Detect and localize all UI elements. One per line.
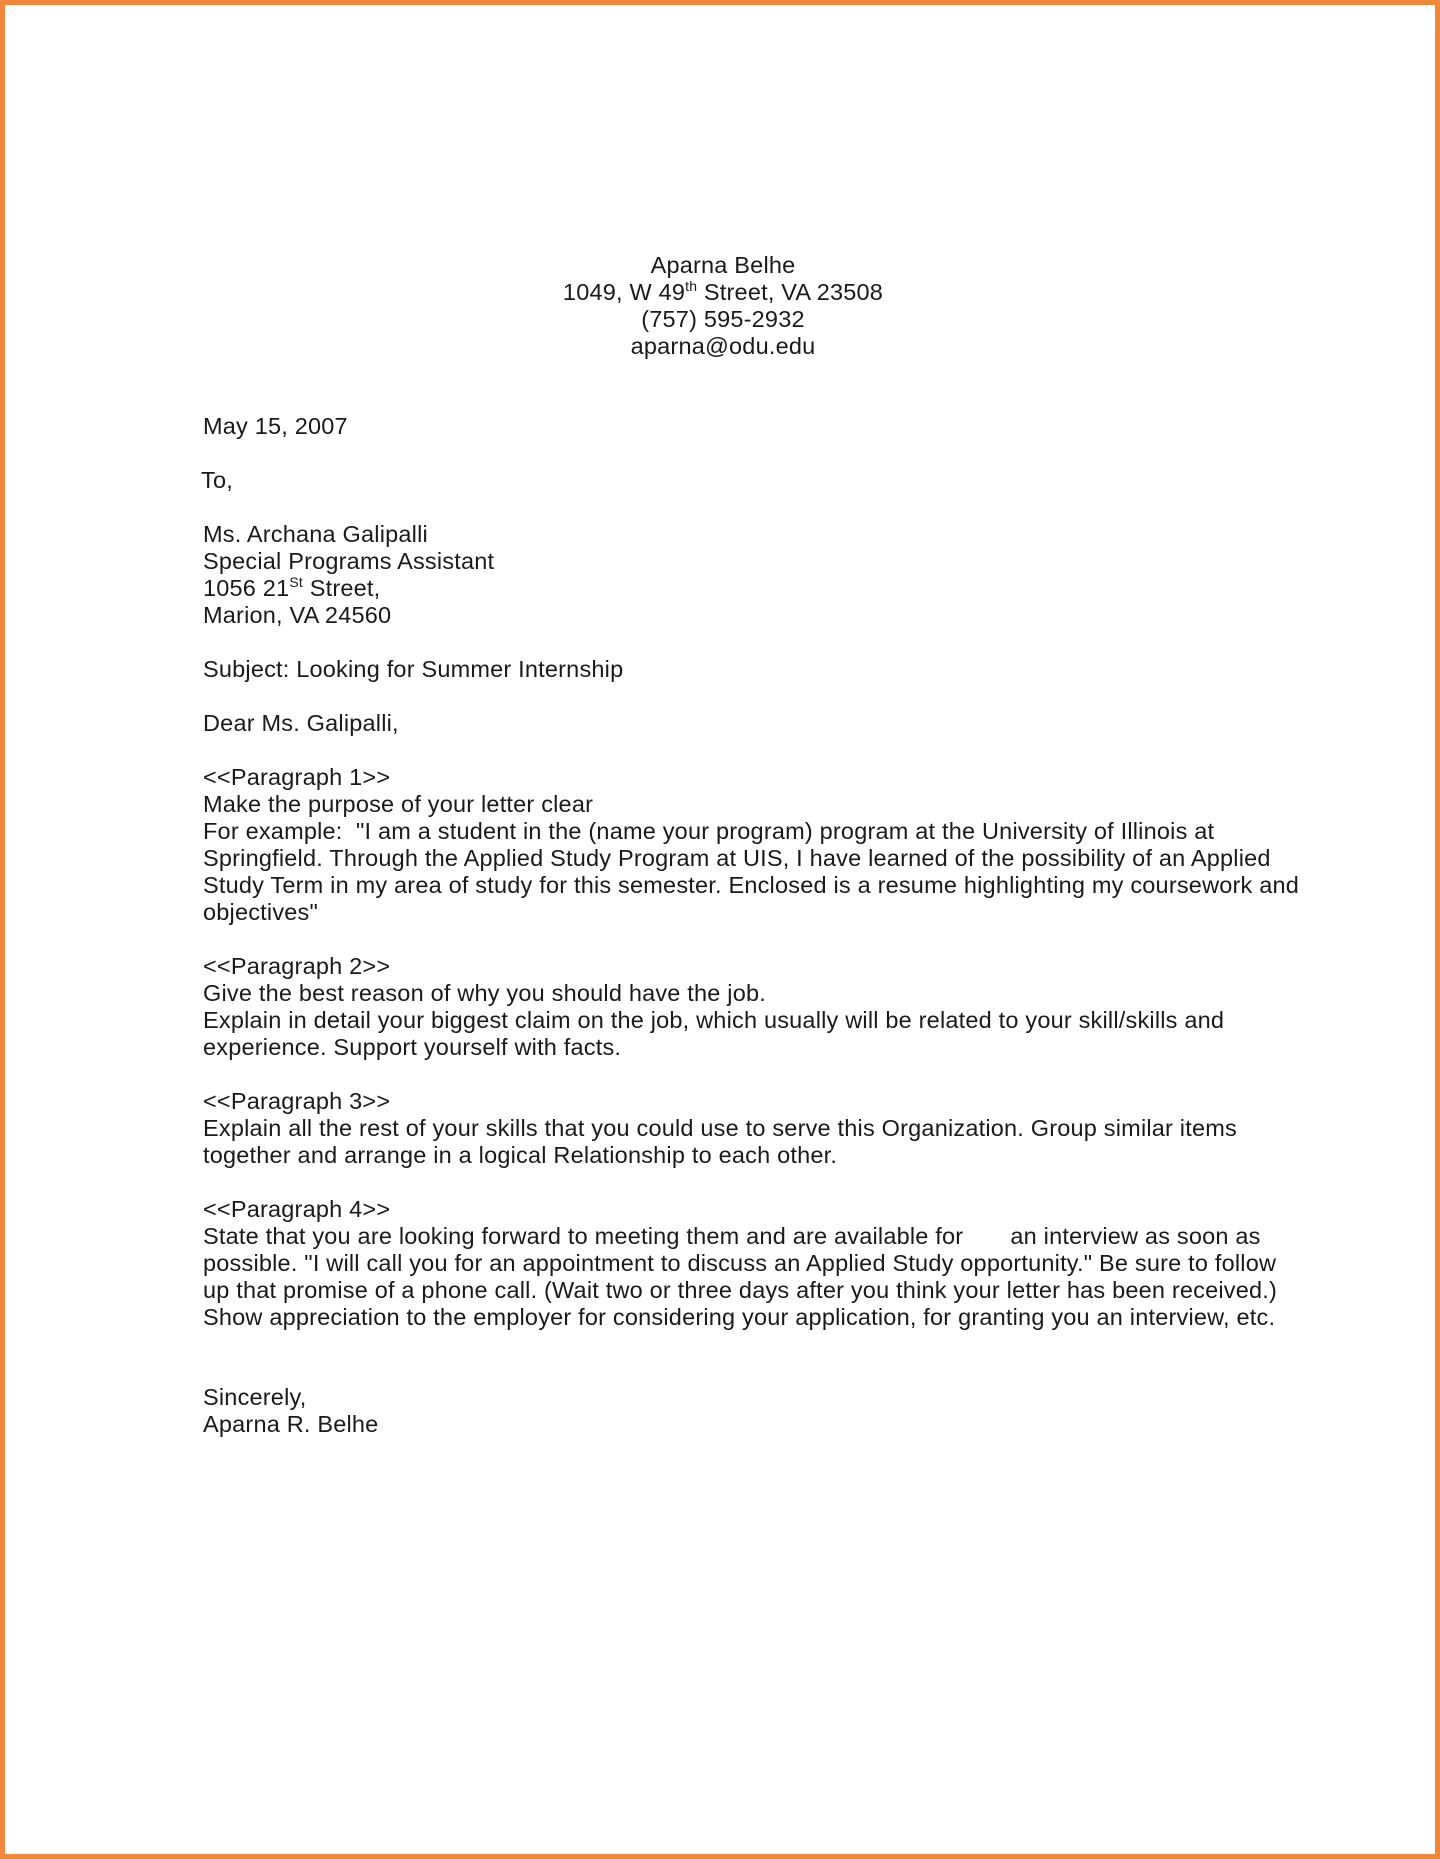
sender-address-superscript: th: [685, 278, 698, 295]
paragraph-2: [203, 953, 1303, 1061]
letter-date: May 15, 2007: [203, 413, 348, 439]
closing: Sincerely,: [203, 1384, 307, 1410]
paragraph-heading: <<Paragraph 2>>: [203, 953, 391, 979]
recipient-street: [203, 575, 1303, 602]
paragraph-line: Make the purpose of your letter clear: [203, 791, 594, 817]
paragraph-line: Show appreciation to the employer for considering your application, for granting you an interview, etc.: [203, 1304, 1276, 1330]
paragraph-line: objectives": [203, 899, 319, 925]
recipient-street-part1: 1056 21: [203, 575, 290, 601]
letter-document: [203, 252, 1303, 1438]
recipient-block: [203, 521, 1303, 629]
paragraph-line: Springfield. Through the Applied Study Program at UIS, I have learned of the possibility of an Applied: [203, 845, 1271, 871]
recipient-street-part2: Street,: [303, 575, 381, 601]
paragraph-line: up that promise of a phone call. (Wait two or three days after you think your letter has been received.): [203, 1277, 1278, 1303]
sender-address-part1: 1049, W 49: [562, 279, 686, 305]
paragraph-heading: <<Paragraph 4>>: [203, 1196, 391, 1222]
to-label: To,: [201, 467, 233, 493]
sender-name: Aparna Belhe: [650, 252, 796, 278]
sender-phone: (757) 595-2932: [641, 306, 805, 332]
sender-address: [203, 279, 1243, 306]
recipient-city: Marion, VA 24560: [203, 602, 392, 628]
recipient-title: Special Programs Assistant: [203, 548, 495, 574]
sender-block: [203, 252, 1243, 360]
paragraph-1: [203, 764, 1303, 926]
paragraph-heading: <<Paragraph 1>>: [203, 764, 391, 790]
paragraph-line: possible. "I will call you for an appointment to discuss an Applied Study opportunity." Be sure to follow: [203, 1250, 1277, 1276]
recipient-name: Ms. Archana Galipalli: [203, 521, 428, 547]
recipient-street-superscript: St: [289, 574, 303, 591]
closing-block: [203, 1384, 1303, 1438]
subject-line: Subject: Looking for Summer Internship: [203, 656, 624, 682]
paragraph-line: together and arrange in a logical Relationship to each other.: [203, 1142, 838, 1168]
paragraph-line: Explain in detail your biggest claim on the job, which usually will be related to your skill/skills and: [203, 1007, 1225, 1033]
paragraph-line: For example: "I am a student in the (name your program) program at the University of Illinois at: [203, 818, 1215, 844]
paragraph-line: Give the best reason of why you should have the job.: [203, 980, 766, 1006]
paragraph-line: experience. Support yourself with facts.: [203, 1034, 622, 1060]
sender-address-part2: Street, VA 23508: [697, 279, 884, 305]
sender-email: aparna@odu.edu: [630, 333, 816, 359]
signature-name: Aparna R. Belhe: [203, 1411, 379, 1437]
paragraph-3: [203, 1088, 1303, 1169]
paragraph-line: Study Term in my area of study for this semester. Enclosed is a resume highlighting my coursework and: [203, 872, 1300, 898]
paragraph-heading: <<Paragraph 3>>: [203, 1088, 391, 1114]
paragraph-line: Explain all the rest of your skills that you could use to serve this Organization. Group similar items: [203, 1115, 1237, 1141]
salutation: Dear Ms. Galipalli,: [203, 710, 399, 736]
paragraph-4: [203, 1196, 1303, 1331]
paragraph-line: State that you are looking forward to meeting them and are available for an interview as soon as: [203, 1223, 1261, 1249]
